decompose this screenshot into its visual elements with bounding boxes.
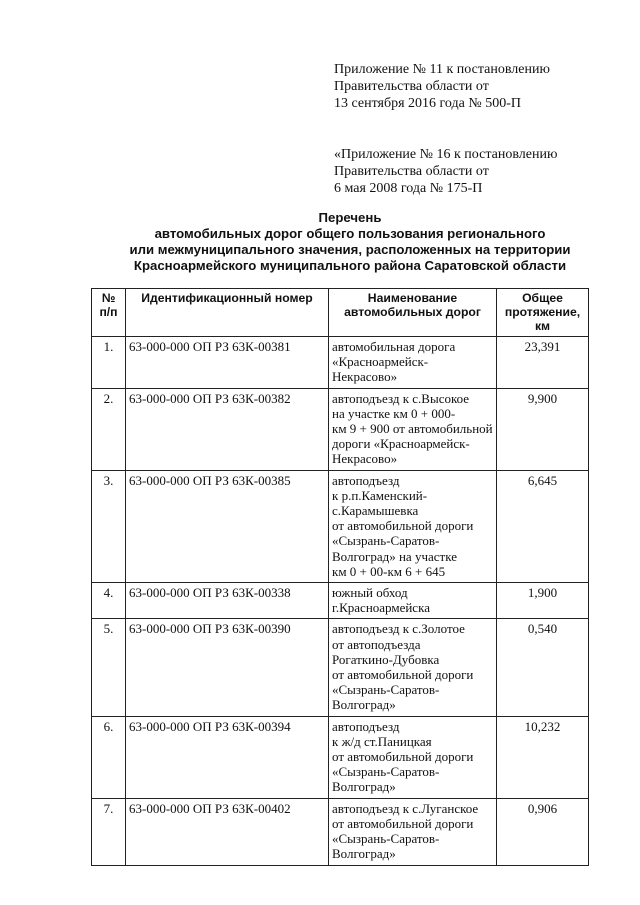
row-length: 10,232 — [497, 716, 589, 798]
row-road-name: автомобильная дорога «Красноармейск- Некрасово» — [329, 337, 497, 389]
table-row — [92, 716, 589, 798]
table-header — [92, 289, 589, 337]
row-identifier: 63-000-000 ОП РЗ 63К-00390 — [126, 619, 329, 716]
row-road-name: автоподъезд к с.Высокое на участке км 0 + 000- км 9 + 900 от автомобильной дороги «Красноармейск- Некрасово» — [329, 388, 497, 470]
document-title — [60, 210, 640, 274]
header-identifier: Идентификационный номер — [126, 289, 329, 337]
header-length: Общее протяжение, км — [497, 289, 589, 337]
row-number: 4. — [92, 583, 126, 619]
table-row — [92, 470, 589, 582]
row-identifier: 63-000-000 ОП РЗ 63К-00385 — [126, 470, 329, 582]
header-road-name: Наименование автомобильных дорог — [329, 289, 497, 337]
row-road-name: автоподъезд к ж/д ст.Паницкая от автомобильной дороги «Сызрань-Саратов- Волгоград» — [329, 716, 497, 798]
row-identifier: 63-000-000 ОП РЗ 63К-00381 — [126, 337, 329, 389]
appendix-original-reference — [334, 146, 557, 197]
title-line: Красноармейского муниципального района Саратовской области — [133, 258, 567, 273]
appendix-current-line: Правительства области от — [334, 79, 489, 94]
row-length: 1,900 — [497, 583, 589, 619]
row-identifier: 63-000-000 ОП РЗ 63К-00394 — [126, 716, 329, 798]
table-row — [92, 388, 589, 470]
title-line: автомобильных дорог общего пользования регионального — [154, 226, 546, 241]
row-road-name: автоподъезд к р.п.Каменский- с.Карамышевка от автомобильной дороги «Сызрань-Саратов- Волгоград» на участке км 0 + 00-км 6 + 645 — [329, 470, 497, 582]
appendix-original-line: «Приложение № 16 к постановлению — [334, 147, 558, 162]
row-number: 1. — [92, 337, 126, 389]
row-road-name: автоподъезд к с.Золотое от автоподъезда Рогаткино-Дубовка от автомобильной дороги «Сызрань-Саратов- Волгоград» — [329, 619, 497, 716]
table-row — [92, 798, 589, 865]
title-line: Перечень — [318, 210, 382, 225]
table-body — [92, 337, 589, 866]
row-length: 23,391 — [497, 337, 589, 389]
row-identifier: 63-000-000 ОП РЗ 63К-00382 — [126, 388, 329, 470]
row-length: 0,906 — [497, 798, 589, 865]
row-length: 0,540 — [497, 619, 589, 716]
header-number: № п/п — [92, 289, 126, 337]
row-identifier: 63-000-000 ОП РЗ 63К-00338 — [126, 583, 329, 619]
roads-table — [91, 288, 589, 866]
table-row — [92, 337, 589, 389]
appendix-current-reference — [334, 61, 550, 112]
row-number: 3. — [92, 470, 126, 582]
row-number: 2. — [92, 388, 126, 470]
table-header-row — [92, 289, 589, 337]
row-road-name: южный обход г.Красноармейска — [329, 583, 497, 619]
row-length: 9,900 — [497, 388, 589, 470]
appendix-original-line: 6 мая 2008 года № 175-П — [334, 181, 483, 196]
row-number: 7. — [92, 798, 126, 865]
row-length: 6,645 — [497, 470, 589, 582]
row-road-name: автоподъезд к с.Луганское от автомобильной дороги «Сызрань-Саратов- Волгоград» — [329, 798, 497, 865]
table-row — [92, 619, 589, 716]
table-row — [92, 583, 589, 619]
appendix-current-line: 13 сентября 2016 года № 500-П — [334, 96, 521, 111]
row-number: 6. — [92, 716, 126, 798]
appendix-original-line: Правительства области от — [334, 164, 489, 179]
row-identifier: 63-000-000 ОП РЗ 63К-00402 — [126, 798, 329, 865]
title-line: или межмуниципального значения, расположенных на территории — [129, 242, 571, 257]
row-number: 5. — [92, 619, 126, 716]
appendix-current-line: Приложение № 11 к постановлению — [334, 62, 550, 77]
